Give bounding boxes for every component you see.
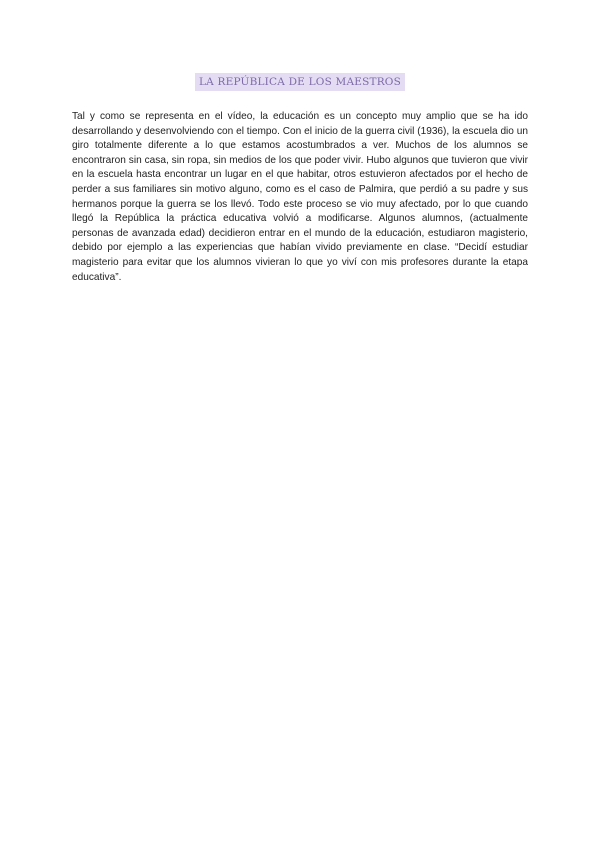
title-container bbox=[0, 72, 600, 91]
body-paragraph: Tal y como se representa en el vídeo, la educación es un concepto muy amplio que se ha ido desarrollando y desenvolviendo con el tiempo. Con el inicio de la guerra civil (1936), la escuela dio un giro totalmente diferente a lo que estamos acostumbrados a ver. Muchos de los alumnos se encontraron sin casa, sin ropa, sin medios de los que poder vivir. Hubo algunos que tuvieron que vivir en la escuela hasta encontrar un lugar en el que habitar, otros estuvieron afectados por el hecho de perder a sus familiares sin motivo alguno, como es el caso de Palmira, que perdió a su padre y sus hermanos porque la guerra se los llevó. Todo este proceso se vio muy afectado, por lo que cuando llegó la República la práctica educativa volvió a modificarse. Algunos alumnos, (actualmente personas de avanzada edad) decidieron entrar en el mundo de la educación, estudiaron magisterio, debido por ejemplo a las experiencias que habían vivido previamente en clase. “Decidí estudiar magisterio para evitar que los alumnos vivieran lo que yo viví con mis profesores durante la etapa educativa”. bbox=[72, 111, 528, 283]
page-title: LA REPÚBLICA DE LOS MAESTROS bbox=[195, 73, 405, 91]
